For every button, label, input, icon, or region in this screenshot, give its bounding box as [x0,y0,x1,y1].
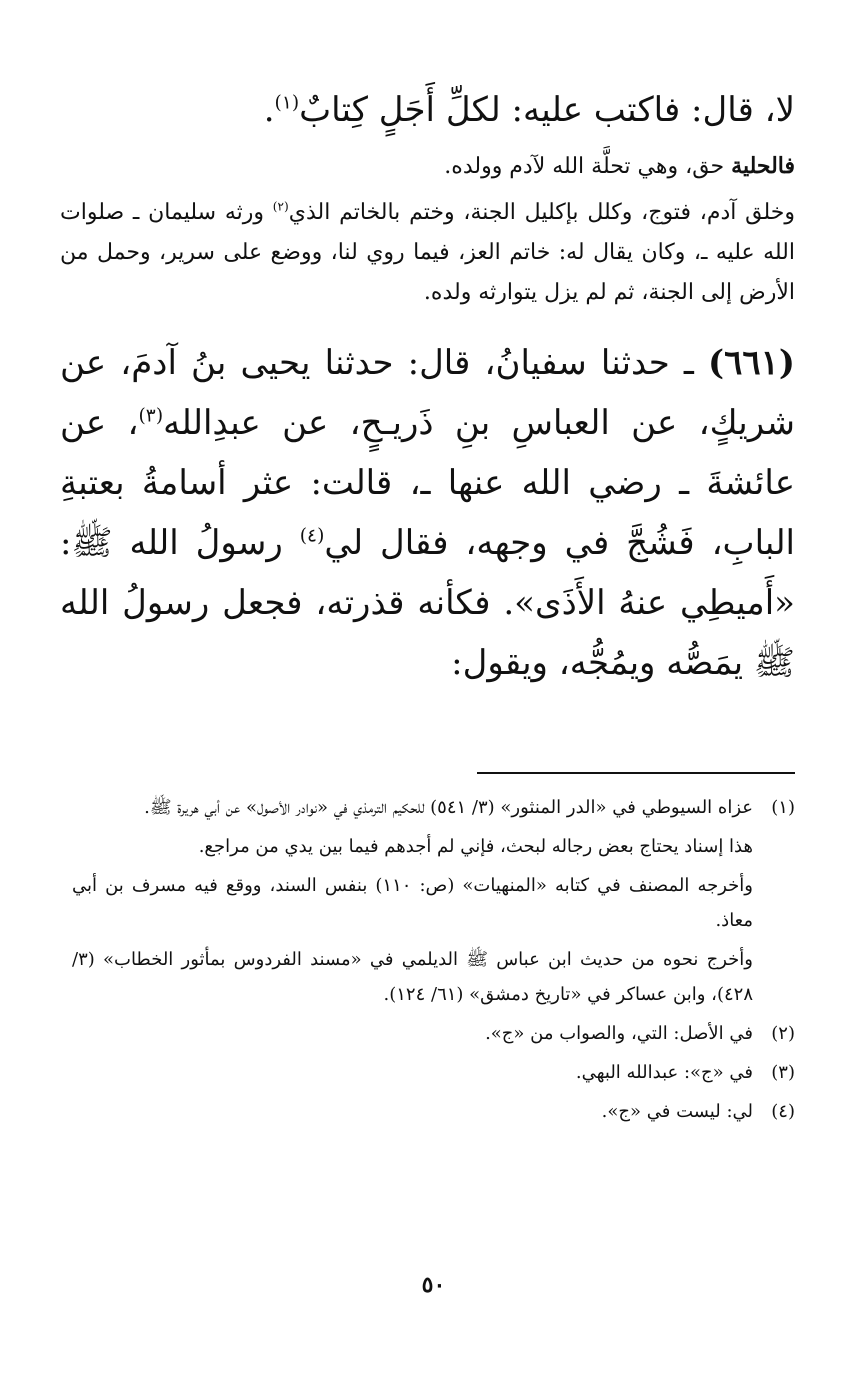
footnote-paragraph: وأخرجه المصنف في كتابه «المنهيات» (ص: ١١٠) بنفس السند، ووقع فيه مسرف بن أبي معاذ. [72,875,753,931]
halya-rest: حق، وهي تحلَّة الله لآدم وولده. [444,154,732,179]
footnote-3 [72,1055,795,1090]
halya-paragraph [60,146,795,187]
footnote-paragraph: هذا إسناد يحتاج بعض رجاله لبحث، فإني لم أجدهم فيما بين يدي من مراجع. [198,836,753,857]
lead-end: . [263,90,275,130]
footnote-ref-4[interactable]: (٤) [299,525,325,547]
lead-text: لا، قال: فاكتب عليه: لكلِّ أَجَلٍ كِتابٌ [299,90,795,130]
footnote-text [72,790,753,1012]
hadith-paragraph [60,333,795,693]
footnote-text [72,1016,753,1051]
hadith-number: (٦٦١) [708,343,795,383]
footnote-1 [72,790,795,1012]
footnote-number: (٣) [771,1062,795,1083]
footnote-paragraph: عزاه السيوطي في «الدر المنثور» (٣/ ٥٤١) للحكيم الترمذي في «نوادر الأصول» عن أبي هريرة ﷺ. [144,797,753,818]
footnote-ref-3[interactable]: (٣) [138,405,164,427]
footnote-number: (٤) [771,1101,795,1122]
footnotes [72,790,795,1129]
footnote-paragraph: لي: ليست في «ج». [601,1101,753,1122]
footnote-number: (١) [771,797,795,818]
footnote-ref-2[interactable]: (٢) [272,199,289,214]
main-text [60,80,795,693]
hadith-text-a: ـ حدثنا سفيانُ، قال: حدثنا يحيى بنُ آدمَ، عن شريكٍ، عن العباسِ بنِ ذَريـحٍ، عن عبدِالله [60,343,795,443]
footnote-paragraph: وأخرج نحوه من حديث ابن عباس ﷺ الديلمي في «مسند الفردوس بمأثور الخطاب» (٣/ ٤٢٨)، وابن عساكر في «تاريخ دمشق» (٦١/ ١٢٤). [72,949,753,1005]
footnote-ref-1[interactable]: (١) [274,92,300,114]
hadith-text-b: ، عن عائشةَ ـ رضي الله عنها ـ، قالت: عثر أسامةُ بعتبةِ البابِ، فَشُجَّ في وجهه، فقال لي [60,403,795,563]
footnote-text [72,1094,753,1129]
footnote-paragraph: في «ج»: عبدالله البهي. [575,1062,753,1083]
footnote-2 [72,1016,795,1051]
creation-text-b: ورثه سليمان ـ صلوات الله عليه ـ، وكان يقال له: خاتم العز، فيما روي لنا، ووضع على سرير، وحمل من الأرض إلى الجنة، ثم لم يزل يتوارثه ولده. [60,200,795,305]
footnote-text [72,1055,753,1090]
halya-word: فالحلية [731,153,795,179]
footnote-number: (٢) [771,1023,795,1044]
creation-paragraph [60,193,795,313]
footnote-4 [72,1094,795,1129]
lead-line [60,80,795,140]
footnote-divider [477,772,795,774]
creation-text-a: وخلق آدم، فتوج، وكلل بإكليل الجنة، وختم بالخاتم الذي [288,200,795,225]
hadith-text-c: رسولُ الله ﷺ: «أَميطِي عنهُ الأَذَى». فكأنه قذرته، فجعل رسولُ الله ﷺ يمَصُّه ويمُجُّه، ويقول: [60,523,795,683]
footnote-paragraph: في الأصل: التي، والصواب من «ج». [485,1023,753,1044]
page-number: ٥٠ [421,1272,446,1298]
